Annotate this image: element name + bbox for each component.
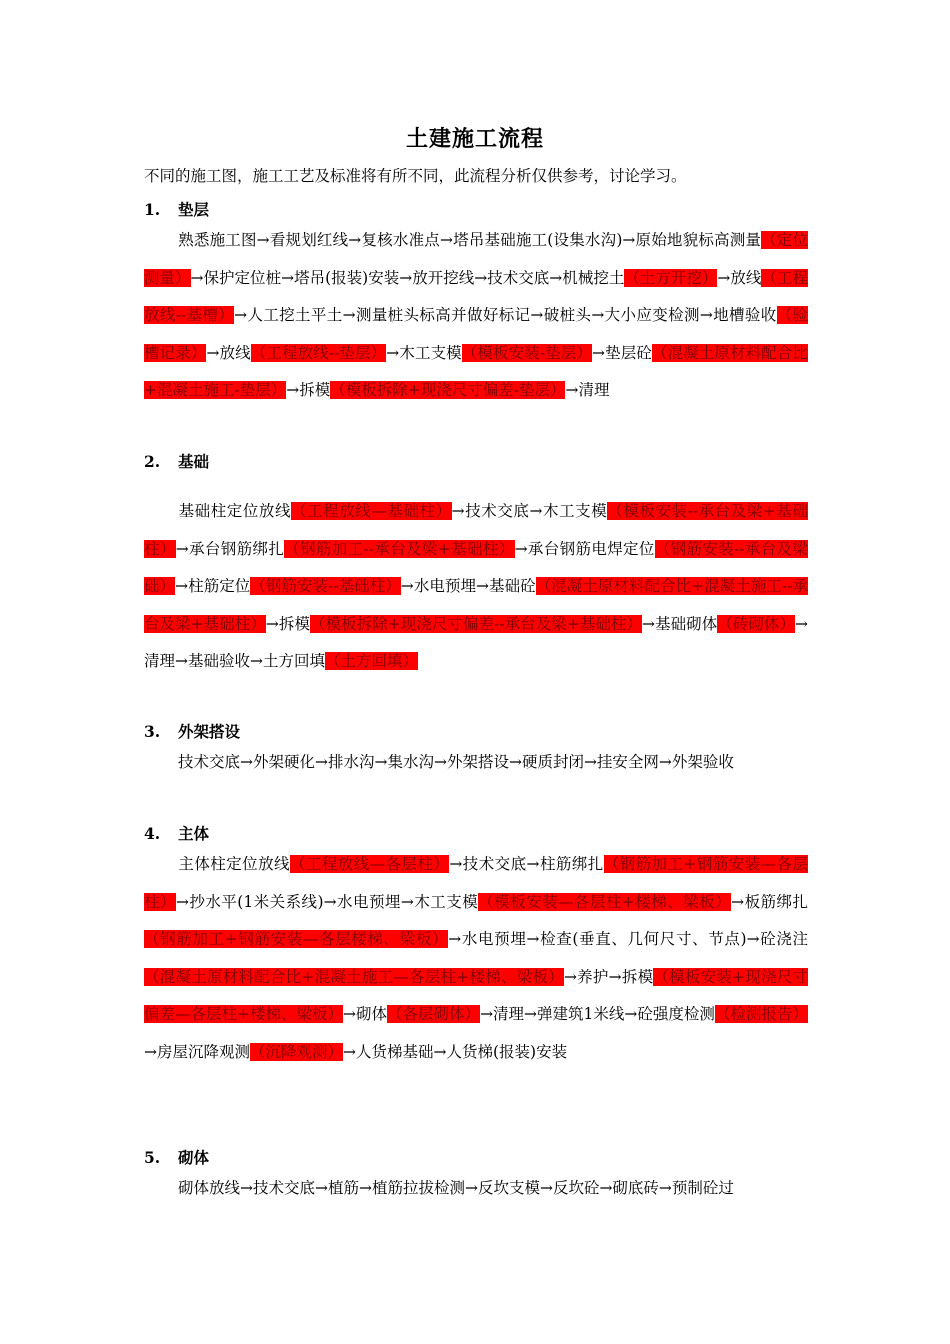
process-text: →房屋沉降观测 <box>144 1042 250 1061</box>
section-heading-1 <box>144 198 209 220</box>
highlighted-reference: （混凝土原材料配合比+混凝土施工--承台及梁+基础柱） <box>144 577 808 633</box>
highlighted-reference: （土方开挖） <box>624 268 718 287</box>
section-body-1 <box>144 222 808 410</box>
process-text: →养护→拆模 <box>563 967 654 986</box>
section-body-3 <box>144 744 808 782</box>
process-text: →垫层砼 <box>592 343 652 362</box>
highlighted-reference: （模板安装—各层柱+楼梯、梁板） <box>478 892 732 911</box>
highlighted-reference: （模板安装-垫层） <box>461 343 593 362</box>
process-text: →技术交底→木工支模 <box>451 502 608 520</box>
section-heading-3 <box>144 720 240 742</box>
process-text: →人货梯基础→人货梯(报装)安装 <box>343 1042 568 1061</box>
section-body-2 <box>144 493 808 681</box>
document-title: 土建施工流程 <box>405 126 544 152</box>
process-text: →板筋绑扎 <box>731 892 808 911</box>
process-text: →砌体 <box>343 1005 388 1023</box>
process-text: →抄水平(1米关系线)→水电预埋→木工支模 <box>175 892 479 911</box>
highlighted-reference: （工程放线—基础柱） <box>291 502 452 520</box>
highlighted-reference: （钢筋加工--承台及梁+基础柱） <box>284 539 515 558</box>
section-heading-2 <box>144 450 209 472</box>
process-text: →基础砌体 <box>642 614 718 633</box>
highlighted-reference: （土方回填） <box>324 652 418 670</box>
highlighted-reference: （检测报告） <box>714 1005 808 1023</box>
highlighted-reference: （模板拆除+现浇尺寸偏差-垫层） <box>330 381 566 399</box>
process-text: →水电预埋→基础砼 <box>400 577 536 595</box>
highlighted-reference: （验槽记录） <box>144 306 808 362</box>
highlighted-reference: （工程放线--垫层） <box>250 343 387 362</box>
process-text: 熟悉施工图→看规划红线→复核水准点→塔吊基础施工(设集水沟)→原始地貌标高测量 <box>178 231 762 249</box>
process-text: →水电预埋→检查(垂直、几何尺寸、节点)→砼浇注 <box>448 930 808 948</box>
section-title: 垫层 <box>178 200 210 219</box>
section-number: 2. <box>144 452 161 471</box>
section-number: 3. <box>144 722 161 741</box>
highlighted-reference: （沉降观测） <box>250 1042 344 1061</box>
highlighted-reference: （钢筋安装--基础柱） <box>250 577 401 595</box>
process-text: 技术交底→外架硬化→排水沟→集水沟→外架搭设→硬质封闭→挂安全网→外架验收 <box>178 753 734 771</box>
highlighted-reference: （模板安装--承台及梁+基础柱） <box>144 502 808 558</box>
section-number: 1. <box>144 200 161 219</box>
process-text: →保护定位桩→塔吊(报装)安装→放开挖线→技术交底→机械挖土 <box>190 268 625 287</box>
highlighted-reference: （混凝土原材料配合比+混凝土施工—各层柱+楼梯、梁板） <box>144 967 564 986</box>
process-text: →承台钢筋电焊定位 <box>514 539 655 558</box>
section-title: 主体 <box>178 824 210 843</box>
highlighted-reference: （混凝土原材料配合比+混凝土施工-垫层） <box>144 343 808 399</box>
highlighted-reference: （定位测量） <box>144 231 808 287</box>
section-body-5 <box>144 1170 808 1208</box>
process-text: 基础柱定位放线 <box>178 502 292 520</box>
section-number: 5. <box>144 1148 161 1167</box>
process-text: →放线 <box>717 268 762 287</box>
highlighted-reference: （模板安装+现浇尺寸偏差—各层柱+楼梯、梁板） <box>144 967 808 1023</box>
highlighted-reference: （钢筋加工+钢筋安装—各层柱） <box>144 855 808 911</box>
section-number: 4. <box>144 824 161 843</box>
process-text: →清理 <box>565 381 610 399</box>
section-title: 基础 <box>178 452 210 471</box>
intro-text: 不同的施工图，施工工艺及标准将有所不同，此流程分析仅供参考，讨论学习。 <box>144 167 687 185</box>
highlighted-reference: （模板拆除+现浇尺寸偏差--承台及梁+基础柱） <box>310 614 643 633</box>
process-text: →人工挖土平土→测量桩头标高并做好标记→破桩头→大小应变检测→地槽验收 <box>234 306 777 324</box>
highlighted-reference: （各层砌体） <box>387 1005 481 1023</box>
section-title: 砌体 <box>178 1148 210 1167</box>
process-text: 砌体放线→技术交底→植筋→植筋拉拔检测→反坎支模→反坎砼→砌底砖→预制砼过 <box>178 1179 734 1197</box>
process-text: →拆模 <box>286 381 331 399</box>
section-title: 外架搭设 <box>178 722 241 741</box>
highlighted-reference: （钢筋安装--承台及梁础） <box>144 539 808 595</box>
section-body-4 <box>144 846 808 1071</box>
section-heading-5 <box>144 1146 209 1168</box>
highlighted-reference: （钢筋加工+钢筋安装—各层楼梯、梁板） <box>144 930 449 948</box>
highlighted-reference: （工程放线—各层柱） <box>290 855 450 873</box>
highlighted-reference: （工程放线--基槽） <box>144 268 808 324</box>
process-text: →拆模 <box>265 614 311 633</box>
process-text: 主体柱定位放线 <box>178 855 290 873</box>
process-text: →清理→弹建筑1米线→砼强度检测 <box>480 1005 715 1023</box>
process-text: →柱筋定位 <box>175 577 251 595</box>
process-text: →木工支模 <box>386 343 462 362</box>
process-text: →承台钢筋绑扎 <box>175 539 285 558</box>
highlighted-reference: （砖砌体） <box>717 614 795 633</box>
process-text: →技术交底→柱筋绑扎 <box>449 855 604 873</box>
process-text: →放线 <box>206 343 251 362</box>
section-heading-4 <box>144 822 209 844</box>
process-text: →清理→基础验收→土方回填 <box>144 614 808 670</box>
